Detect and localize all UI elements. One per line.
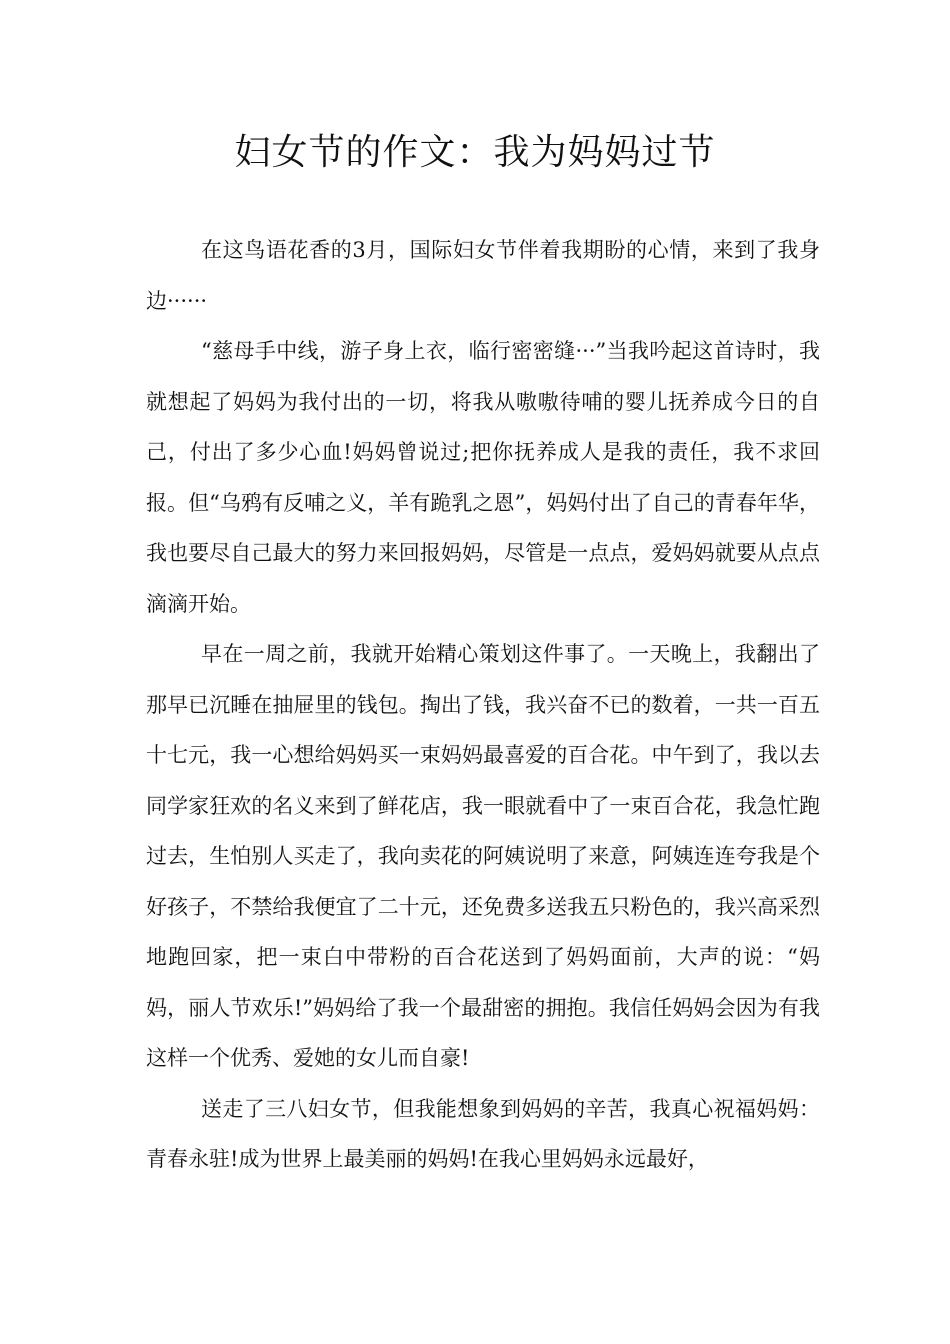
document-title: 妇女节的作文：我为妈妈过节 xyxy=(234,132,716,173)
document-body xyxy=(146,225,820,1185)
paragraph-3: 早在一周之前，我就开始精心策划这件事了。一天晚上，我翻出了那早已沉睡在抽屉里的钱包。掏出了钱，我兴奋不已的数着，一共一百五十七元，我一心想给妈妈买一束妈妈最喜爱的百合花。中午到了，我以去同学家狂欢的名义来到了鲜花店，我一眼就看中了一束百合花，我急忙跑过去，生怕别人买走了，我向卖花的阿姨说明了来意，阿姨连连夸我是个好孩子，不禁给我便宜了二十元，还免费多送我五只粉色的，我兴高采烈地跑回家，把一束白中带粉的百合花送到了妈妈面前，大声的说：“妈妈，丽人节欢乐!”妈妈给了我一个最甜密的拥抱。我信任妈妈会因为有我这样一个优秀、爱她的女儿而自豪! xyxy=(146,642,820,1070)
paragraph-4: 送走了三八妇女节，但我能想象到妈妈的辛苦，我真心祝福妈妈：青春永驻!成为世界上最美丽的妈妈!在我心里妈妈永远最好， xyxy=(146,1096,820,1171)
paragraph-1: 在这鸟语花香的3月，国际妇女节伴着我期盼的心情，来到了我身边······ xyxy=(146,238,820,313)
paragraph-2: “慈母手中线，游子身上衣，临行密密缝···”当我吟起这首诗时，我就想起了妈妈为我付出的一切，将我从嗷嗷待哺的婴儿抚养成今日的自己，付出了多少心血!妈妈曾说过;把你抚养成人是我的责任，我不求回报。但“乌鸦有反哺之义，羊有跪乳之恩”，妈妈付出了自己的青春年华，我也要尽自己最大的努力来回报妈妈，尽管是一点点，爱妈妈就要从点点滴滴开始。 xyxy=(146,339,820,616)
